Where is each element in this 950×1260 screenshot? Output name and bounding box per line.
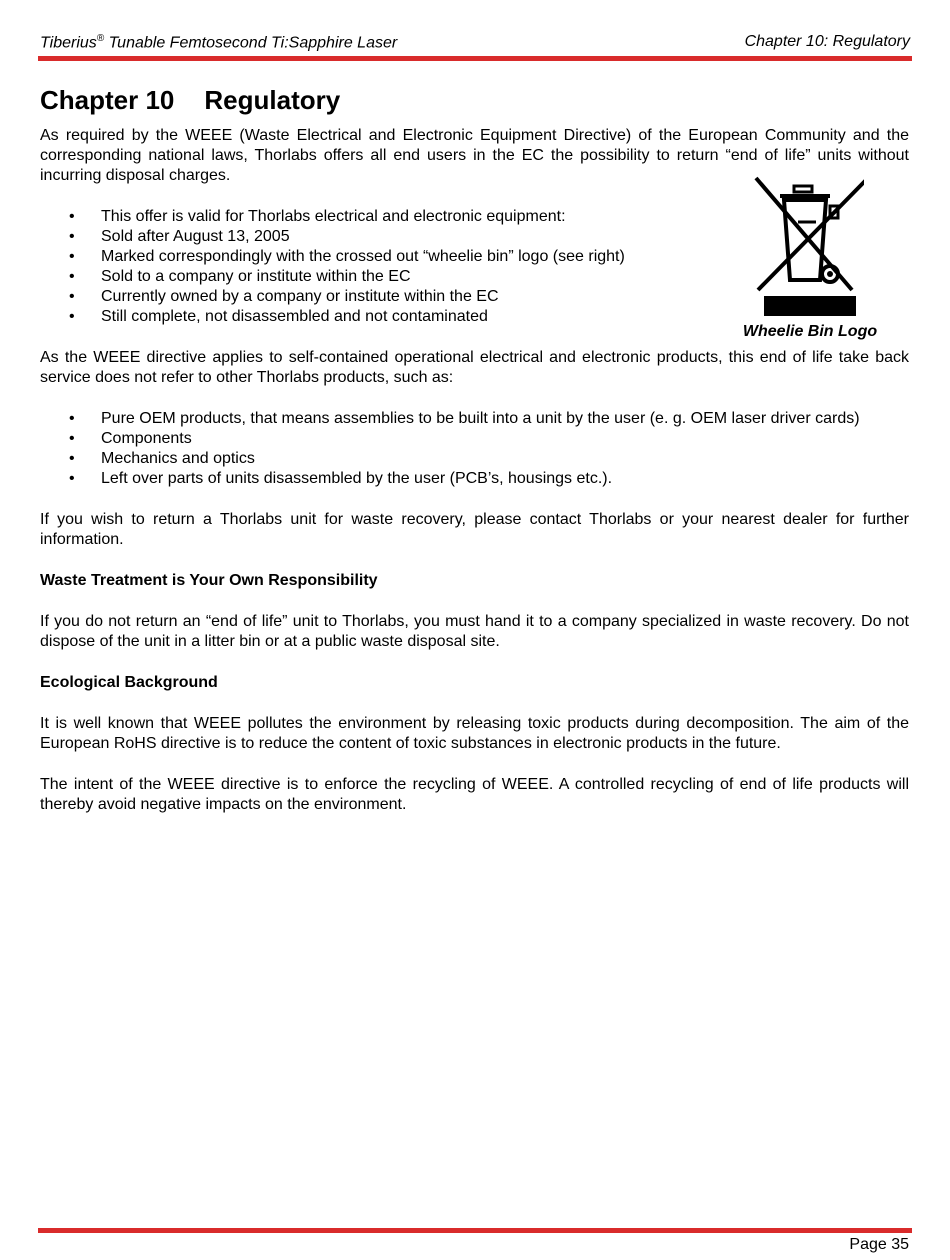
page-content (40, 84, 909, 836)
exclusions-list (40, 409, 909, 489)
document-title (40, 33, 397, 52)
header-rule (38, 56, 912, 61)
wheelie-bin-logo (730, 176, 890, 344)
document-title-rest: Tunable Femtosecond Ti:Sapphire Laser (104, 34, 398, 52)
list-item: • Sold to a company or institute within the EC (40, 267, 680, 287)
waste-heading: Waste Treatment is Your Own Responsibility (40, 572, 378, 589)
eco-heading: Ecological Background (40, 674, 218, 691)
eco-paragraph: The intent of the WEEE directive is to enforce the recycling of WEEE. A controlled recycling of end of life products will thereby avoid negative impacts on the environment. (40, 776, 909, 813)
list-item: • Pure OEM products, that means assemblies to be built into a unit by the user (e. g. OEM laser driver cards) (40, 409, 909, 429)
logo-caption: Wheelie Bin Logo (742, 323, 878, 340)
registered-mark: ® (96, 33, 105, 44)
list-item: • Components (40, 429, 909, 449)
intro-paragraph: As required by the WEEE (Waste Electrical and Electronic Equipment Directive) of the European Community and the corresponding national laws, Thorlabs offers all end users in the EC the possibility to return “end of life” units without incurring disposal charges. (40, 127, 909, 184)
brand-name: Tiberius (40, 34, 97, 52)
chapter-label: Chapter 10: Regulatory (744, 33, 910, 50)
eco-paragraph: It is well known that WEEE pollutes the environment by releasing toxic products during decomposition. The aim of the European RoHS directive is to reduce the content of toxic substances in electronic products in the future. (40, 715, 909, 752)
list-item: • This offer is valid for Thorlabs electrical and electronic equipment: (40, 207, 680, 227)
scope-paragraph: As the WEEE directive applies to self-contained operational electrical and electronic products, this end of life take back service does not refer to other Thorlabs products, such as: (40, 349, 909, 386)
footer-rule (38, 1228, 912, 1233)
list-item: • Currently owned by a company or institute within the EC (40, 287, 680, 307)
chapter-title: Regulatory (204, 85, 341, 115)
list-item: • Sold after August 13, 2005 (40, 227, 680, 247)
return-paragraph: If you wish to return a Thorlabs unit for waste recovery, please contact Thorlabs or your nearest dealer for further information. (40, 511, 909, 548)
chapter-number: Chapter 10 (40, 85, 175, 115)
list-item: • Marked correspondingly with the crossed out “wheelie bin” logo (see right) (40, 247, 680, 267)
chapter-heading (40, 84, 909, 116)
wheelie-bin-icon (754, 176, 864, 318)
list-item: • Left over parts of units disassembled by the user (PCB’s, housings etc.). (40, 469, 909, 489)
list-item: • Mechanics and optics (40, 449, 909, 469)
list-item: • Still complete, not disassembled and not contaminated (40, 307, 680, 327)
offer-list (40, 207, 680, 327)
waste-paragraph: If you do not return an “end of life” unit to Thorlabs, you must hand it to a company specialized in waste recovery. Do not dispose of the unit in a litter bin or at a public waste disposal site. (40, 613, 909, 650)
page-number: Page 35 (849, 1236, 909, 1253)
page-header (40, 33, 910, 55)
